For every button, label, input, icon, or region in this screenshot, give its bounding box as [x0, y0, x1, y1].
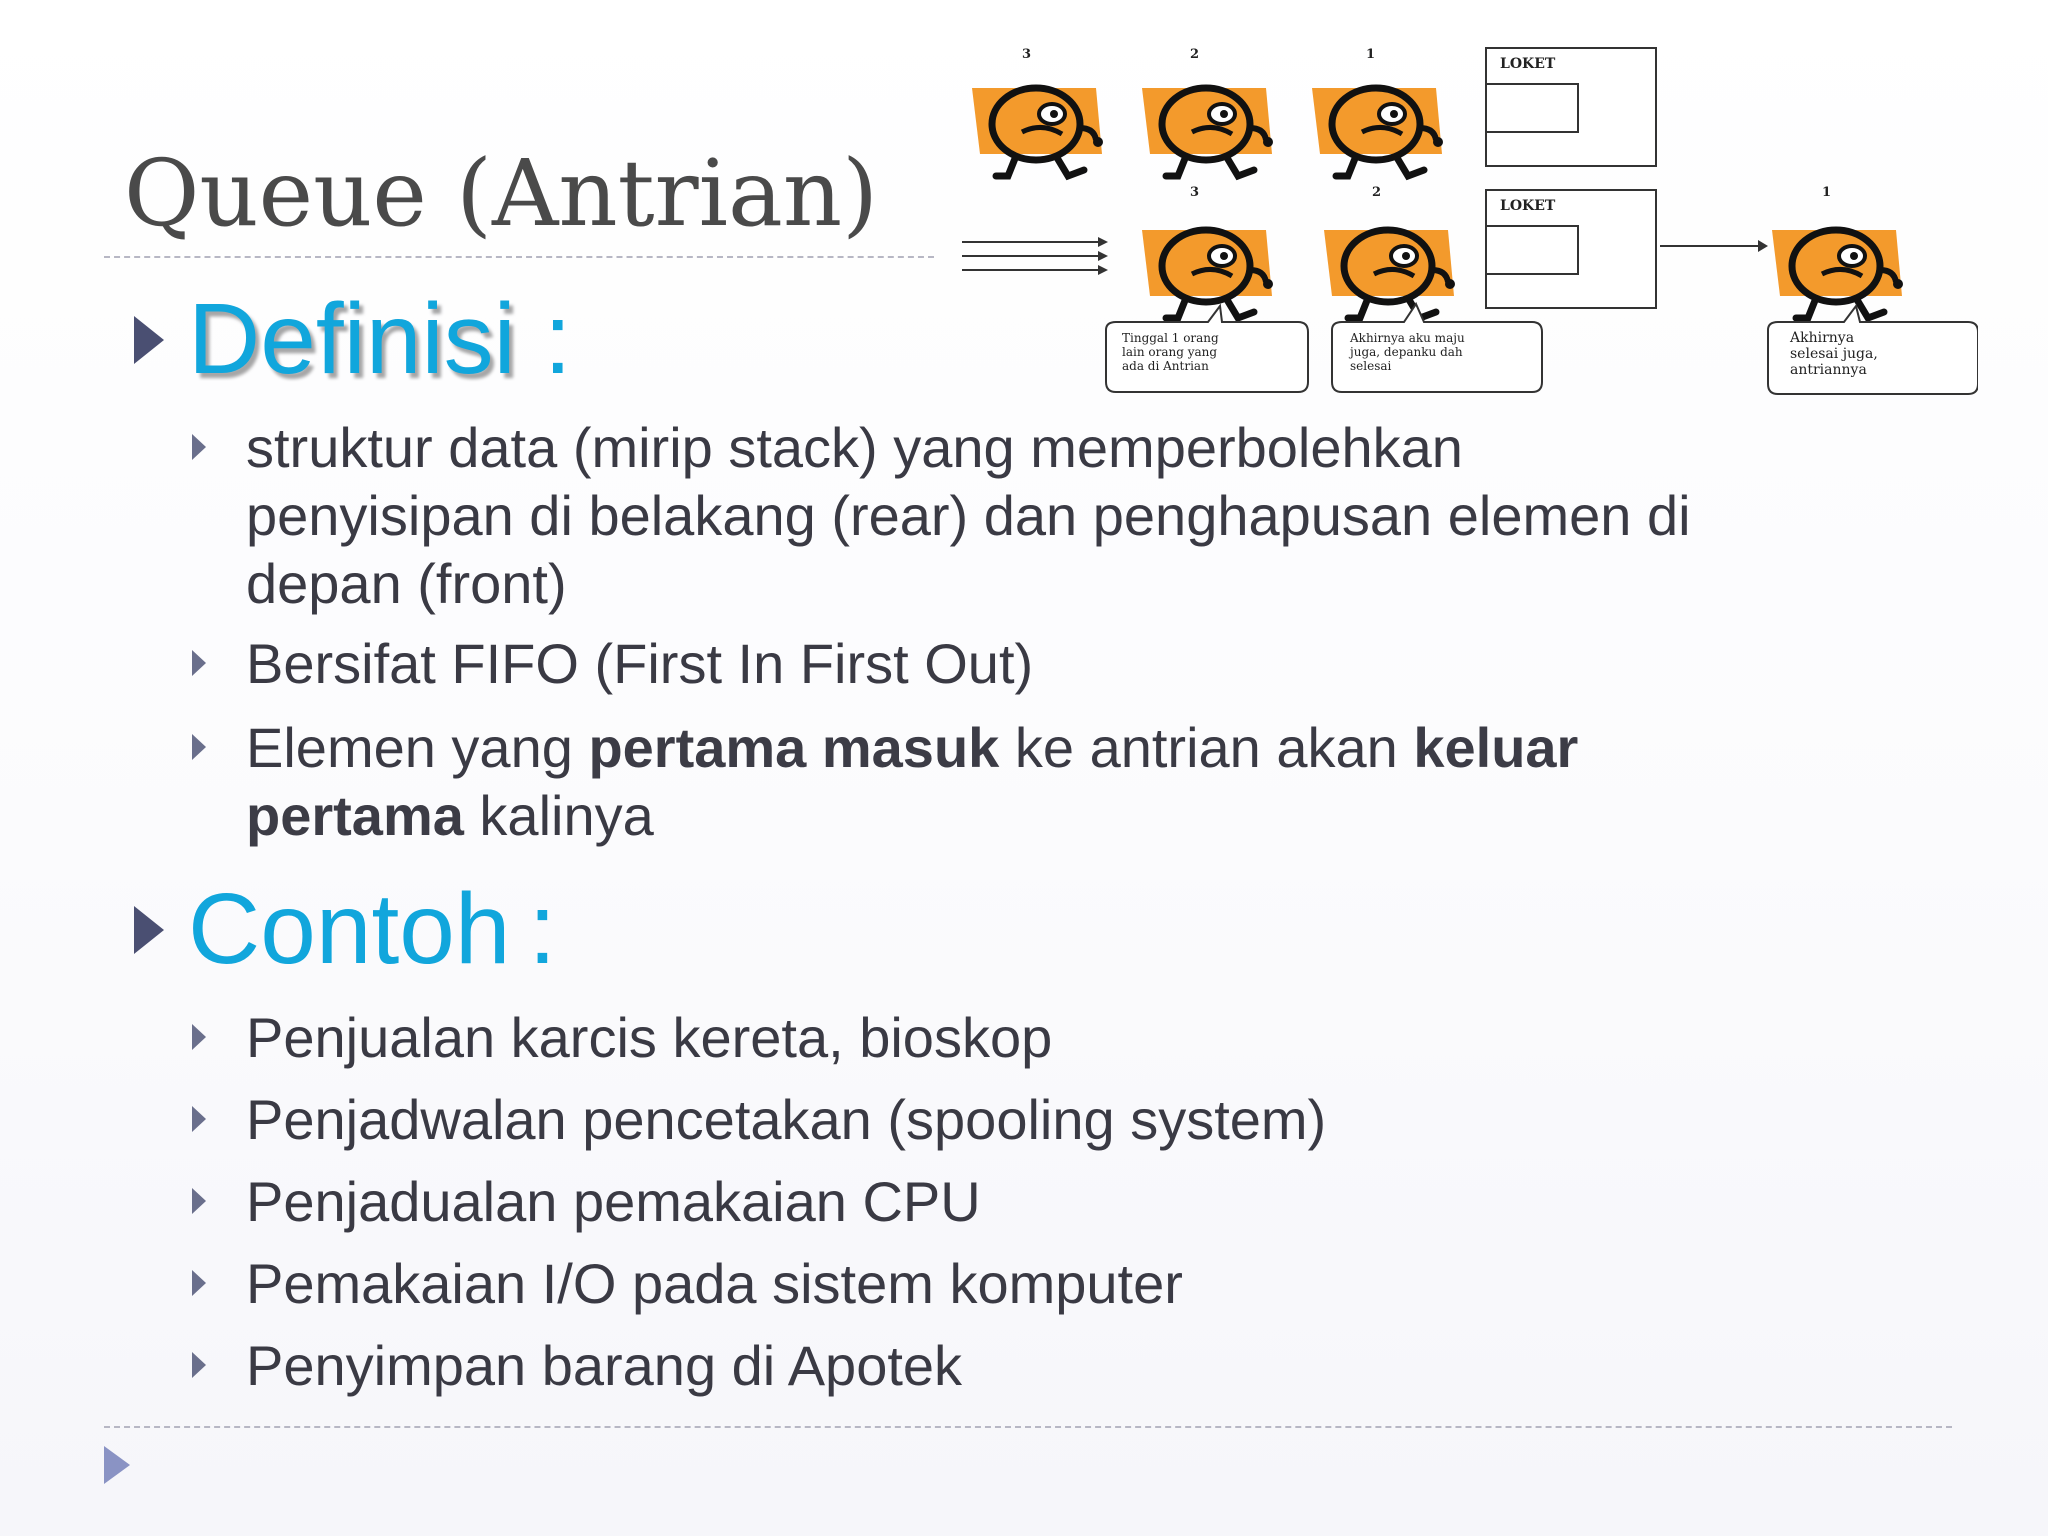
heading-arrow-icon: [130, 312, 168, 368]
bullet-arrow-icon: [190, 1104, 208, 1134]
definisi-heading-colon: :: [543, 283, 572, 395]
contoh-item-5-text: Penyimpan barang di Apotek: [246, 1334, 963, 1397]
text-bold: pertama: [246, 784, 464, 847]
counter-label-top: LOKET: [1500, 56, 1556, 72]
definisi-item-3-text: [246, 714, 1578, 850]
text-bold: keluar: [1413, 716, 1579, 779]
queue-illustration: [938, 40, 1978, 400]
queue-figure-top-1: [1312, 88, 1443, 176]
bubble-2-line-3: selesai: [1350, 359, 1392, 373]
queue-number-bottom-2: 2: [1372, 185, 1382, 200]
contoh-item-5: [190, 1332, 962, 1400]
bullet-arrow-icon: [190, 432, 208, 462]
definisi-item-1-line-3: depan (front): [246, 552, 567, 615]
bullet-arrow-icon: [190, 1268, 208, 1298]
bubble-2-line-1: Akhirnya aku maju: [1350, 331, 1465, 345]
definisi-item-1-line-1: struktur data (mirip stack) yang memperbolehkan: [246, 416, 1463, 479]
text-normal: kalinya: [463, 784, 654, 847]
contoh-item-4: [190, 1250, 1183, 1318]
queue-figure-top-3: [972, 88, 1103, 176]
counter-box-bottom: [1486, 190, 1656, 308]
definisi-item-1: [190, 414, 1691, 618]
definisi-item-1-text: [246, 414, 1691, 618]
footer-divider: [104, 1426, 1952, 1428]
definisi-item-3-line-1: [246, 714, 1578, 782]
queue-figure-top-2: [1142, 88, 1273, 176]
bubble-1-line-1: Tinggal 1 orang: [1122, 331, 1219, 345]
counter-label-bottom: LOKET: [1500, 198, 1556, 214]
slide-title: Queue (Antrian): [124, 140, 879, 247]
exit-arrow: [1660, 240, 1768, 252]
text-normal: Elemen yang: [246, 716, 589, 779]
bubble-1-line-2: lain orang yang: [1122, 345, 1218, 359]
title-divider: [104, 256, 934, 258]
contoh-item-3: [190, 1168, 981, 1236]
counter-box-top: [1486, 48, 1656, 166]
definisi-item-3-line-2: [246, 782, 1578, 850]
bullet-arrow-icon: [190, 648, 208, 678]
contoh-heading-text: Contoh: [188, 873, 511, 985]
bubble-1-line-3: ada di Antrian: [1122, 359, 1209, 373]
bubble-3-line-2: selesai juga,: [1790, 346, 1878, 362]
bullet-arrow-icon: [190, 1350, 208, 1380]
bubble-2-line-2: juga, depanku dah: [1350, 345, 1463, 359]
definisi-heading: [130, 282, 572, 397]
queue-figure-bottom-2: [1324, 230, 1455, 318]
contoh-item-4-text: Pemakaian I/O pada sistem komputer: [246, 1252, 1183, 1315]
queue-number-top-3: 3: [1022, 47, 1032, 62]
definisi-item-1-line-2: penyisipan di belakang (rear) dan penghapusan elemen di: [246, 484, 1691, 547]
contoh-item-1-text: Penjualan karcis kereta, bioskop: [246, 1006, 1053, 1069]
queue-figure-bottom-1: [1772, 230, 1903, 318]
queue-figure-bottom-3: [1142, 230, 1273, 318]
bubble-3-line-1: Akhirnya: [1790, 330, 1855, 346]
text-normal: ke antrian akan: [999, 716, 1414, 779]
incoming-arrows: [962, 237, 1108, 275]
contoh-heading-colon: :: [528, 873, 557, 985]
definisi-heading-text: Definisi: [188, 283, 516, 395]
contoh-item-1: [190, 1004, 1052, 1072]
definisi-item-2-text: Bersifat FIFO (First In First Out): [246, 632, 1034, 695]
queue-number-bottom-1: 1: [1822, 185, 1832, 200]
text-bold: pertama masuk: [588, 716, 1000, 779]
queue-number-bottom-3: 3: [1190, 185, 1200, 200]
contoh-item-3-text: Penjadualan pemakaian CPU: [246, 1170, 981, 1233]
contoh-heading: [130, 872, 556, 987]
bubble-3-line-3: antriannya: [1790, 362, 1867, 378]
queue-number-top-2: 2: [1190, 47, 1200, 62]
definisi-item-3: [190, 714, 1578, 850]
bullet-arrow-icon: [190, 1186, 208, 1216]
contoh-item-2: [190, 1086, 1326, 1154]
contoh-item-2-text: Penjadwalan pencetakan (spooling system): [246, 1088, 1327, 1151]
bullet-arrow-icon: [190, 1022, 208, 1052]
bullet-arrow-icon: [190, 732, 208, 762]
heading-arrow-icon: [130, 902, 168, 958]
queue-number-top-1: 1: [1366, 47, 1376, 62]
speech-bubble-1: [1106, 306, 1308, 392]
footer-arrow-icon: [102, 1444, 132, 1486]
definisi-item-2: [190, 630, 1033, 698]
